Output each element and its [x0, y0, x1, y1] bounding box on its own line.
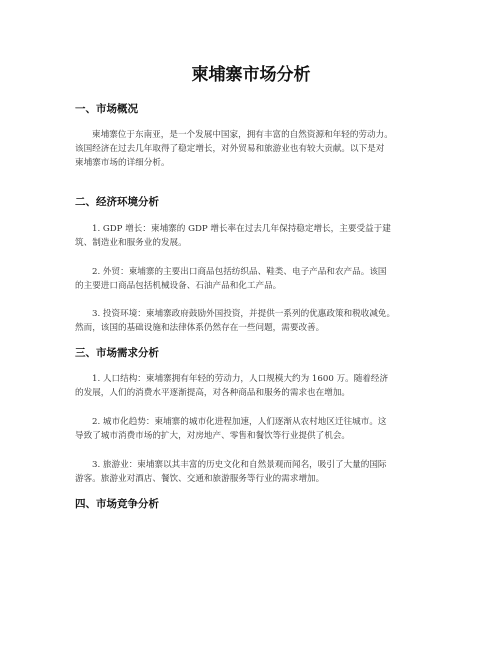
paragraph-urbanization	[75, 415, 435, 443]
paragraph-line: 的发展，人们的消费水平逐渐提高，对各种商品和服务的需求也在增加。	[75, 388, 351, 398]
paragraph-overview	[75, 128, 435, 170]
paragraph-line: 柬埔寨市场的详细分析。	[75, 158, 170, 168]
paragraph-trade	[75, 265, 435, 293]
paragraph-investment	[75, 307, 435, 335]
section-heading-economy: 二、经济环境分析	[75, 196, 159, 208]
paragraph-tourism	[75, 458, 435, 486]
paragraph-population	[75, 372, 435, 400]
section-heading-overview: 一、市场概况	[75, 103, 138, 115]
paragraph-line: 2. 外贸：柬埔寨的主要出口商品包括纺织品、鞋类、电子产品和农产品。该国	[92, 267, 387, 277]
section-heading-competition: 四、市场竞争分析	[75, 498, 159, 510]
paragraph-line: 该国经济在过去几年取得了稳定增长，对外贸易和旅游业也有较大贡献。以下是对	[75, 144, 385, 154]
paragraph-line: 柬埔寨位于东南亚，是一个发展中国家，拥有丰富的自然资源和年轻的劳动力。	[92, 130, 393, 140]
section-heading-demand: 三、市场需求分析	[75, 347, 159, 359]
paragraph-line: 1. 人口结构：柬埔寨拥有年轻的劳动力，人口规模大约为 1600 万。随着经济	[92, 374, 389, 384]
paragraph-line: 筑、制造业和服务业的发展。	[75, 238, 187, 248]
paragraph-line: 然而，该国的基础设施和法律体系仍然存在一些问题，需要改善。	[75, 323, 325, 333]
paragraph-line: 导致了城市消费市场的扩大，对房地产、零售和餐饮等行业提供了机会。	[75, 431, 351, 441]
document-title: 柬埔寨市场分析	[191, 65, 311, 85]
paragraph-line: 1. GDP 增长：柬埔寨的 GDP 增长率在过去几年保持稳定增长，主要受益于建	[92, 224, 391, 234]
paragraph-line: 2. 城市化趋势：柬埔寨的城市化进程加速，人们逐渐从农村地区迁往城市。这	[92, 417, 387, 427]
paragraph-gdp	[75, 222, 435, 250]
paragraph-line: 游客。旅游业对酒店、餐饮、交通和旅游服务等行业的需求增加。	[75, 474, 325, 484]
paragraph-line: 3. 投资环境：柬埔寨政府鼓励外国投资，并提供一系列的优惠政策和税收减免。	[92, 309, 396, 319]
paragraph-line: 3. 旅游业：柬埔寨以其丰富的历史文化和自然景观而闻名，吸引了大量的国际	[92, 460, 387, 470]
paragraph-line: 的主要进口商品包括机械设备、石油产品和化工产品。	[75, 281, 282, 291]
